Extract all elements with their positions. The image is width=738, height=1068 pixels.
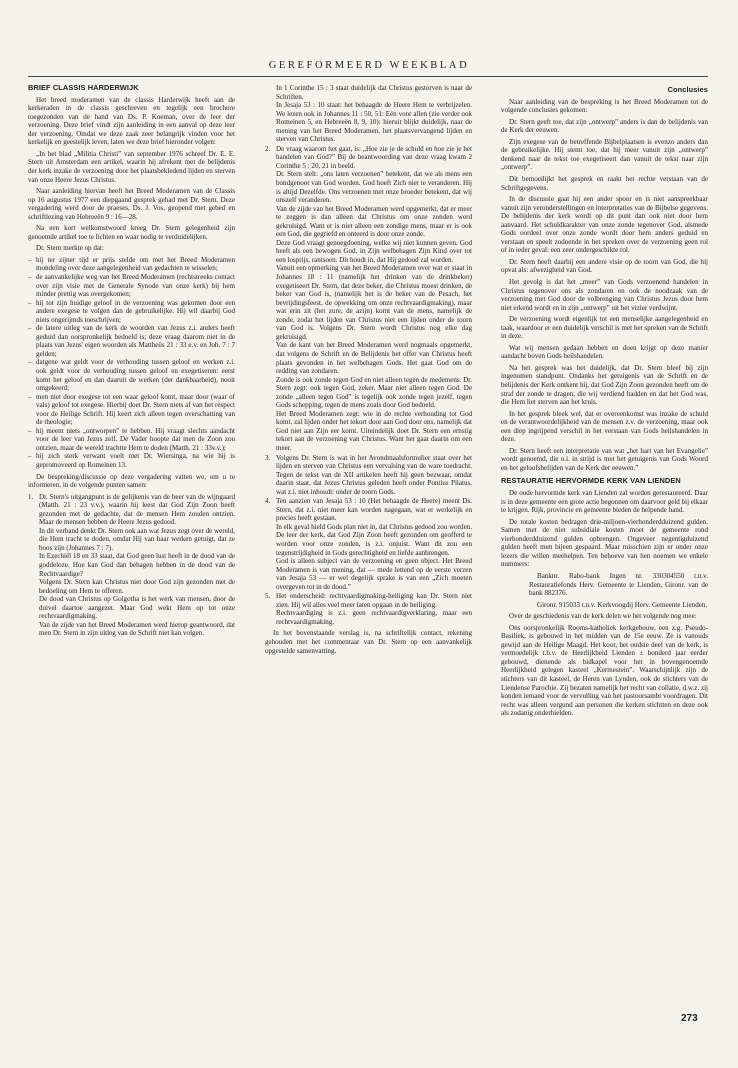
numbered-item [265, 497, 472, 591]
item-text: Dr. Stern's uitgangpunt is de gelijkenis van de heer van de wijngaard (Matth. 21 : 23 v.v.), waarin hij leest dat God Zijn Zoon heeft gezonden met de gedachte, dat de mensen Hem zouden ontzien. Maar de mensen hebben de Heere Jezus gedood. [39, 492, 235, 527]
item-text: In Jesaja 53 : 10 staat: het behaagde de Heere Hem te verbrijzelen. We lezen ook in Johannes 11 : 50, 51: Eén voor allen (zie verder ook Romeinen 5, en Hebreeën 8, 9, 10): hieruit blijkt duidelijk, naar de mening van het Breed Moderamen, het plaatsvervangend lijden en sterven van Christus. [276, 101, 472, 144]
paragraph: Na een kort welkomstwoord kreeg Dr. Stern gelegenheid zijn genoemde artikel toe te lichten en waar nodig te verduidelijken. [28, 224, 235, 241]
bullet-list [28, 256, 235, 470]
item-text: Het Breed Moderamen zegt: wie in de rechte verhouding tot God komt, zal lijden onder het tekort door aan God door ons, namelijk dat God niet aan Zijn eer komt. Uiteindelijk doet Dr. Stern een ernstig tekort aan de verzoening van Christus. Want het gaat daarin om een meer. [276, 409, 472, 452]
paragraph: Het gevolg is dat het „meer” van Gods verzoenend handelen in Christus tegenover ons als zondaren en ook de noodzaak van de verzoening met God door de volbrenging van Christus Jezus door hem niet erkend wordt en in zijn „ontwerp” uit het vizier verdwijnt. [501, 277, 708, 312]
paragraph: De oude hervormde kerk van Lienden zal worden gerestaureerd. Daar is in deze gemeente een grote actie begonnen om daarvoor geld bij elkaar te krijgen. Rijk, provincie en gemeente bieden de helpende hand. [501, 489, 709, 515]
article-heading-restauratie: RESTAURATIE HERVORMDE KERK VAN LIENDEN [501, 476, 681, 486]
item-text: Volgens Dr. Stern kan Christus niet door God zijn gezonden met de bedoeling om Hem te offeren. [39, 578, 235, 595]
paragraph: Dr. Stern heeft daarbij een andere visie op de toorn van God, die hij opvat als: afwezigheid van God. [501, 257, 708, 275]
paragraph: Dr. Stern merkte op dat: [36, 244, 104, 253]
paragraph: „In het blad „Militia Christi” van september 1976 schreef Dr. E. E. Stern uit Amsterdam een artikel, waarin hij afrekent met de belijdenis der kerk inzake de verzoening door het plaatsbekledend lijden en sterven van onze Heere Jezus Christus. [28, 149, 235, 184]
list-item: – de aanvankelijke weg van het Breed Moderamen (rechtstreeks contact over zijn visie met de Generale Synode van onze kerk) bij hem minder prettig was overgekomen; [28, 273, 235, 299]
numbered-item [265, 145, 472, 453]
masthead: GEREFORMEERD WEEKBLAD [268, 60, 470, 71]
column-1 [28, 84, 235, 641]
item-number: 2. [265, 144, 271, 153]
item-text: Van de zijde van het Breed Moderamen werd opgemerkt, dat er meer te zeggen is dan alleen dat Christus om onze zonden werd gekruisigd. Want er is niet alleen een zondige mens, maar er is ook een God, die gegriefd en onteerd is door onze zonde. [276, 204, 472, 239]
item-number: 3. [265, 453, 271, 462]
numbered-item [265, 592, 472, 626]
giro-account-info: Gironr. 915033 t.n.v. Kerkvoogdij Herv. Gemeente Lienden. [537, 600, 708, 609]
paragraph: Wat wij mensen gedaan hebben en doen krijgt op deze manier aandacht boven Gods heilshandelen. [501, 343, 708, 361]
paragraph: Zijn exegese van de betreffende Bijbelplaatsen is evenzo anders dan de gebruikelijke. Hij stemt toe, dat hij meer vanuit zijn „ontwerp” denkend naar de tekst toe exegetiseert dan vanuit de tekst naar zijn „ontwerp”. [501, 137, 708, 172]
item-text: God is alleen subject van de verzoening en geen object. Het Breed Moderamen is van mening, dat — mede lettend op de eerste verzen van Jesaja 53 — er wel degelijk sprake is van een „Zich moeten overgeven tot in de dood.” [276, 557, 472, 591]
article-heading: BRIEF CLASSIS HARDERWIJK [28, 83, 139, 92]
item-text: In dit verband denkt Dr. Stern ook aan wat Jezus zegt over de wereld, die Hem tracht te doden, omdat Hij van haar werken getuigt, dat ze boos zijn (Johannes 7 : 7). [39, 526, 235, 552]
paragraph: Naar aanleiding hiervan heeft het Breed Moderamen van de Classis op 16 augustus 1977 een diepgaand gesprek gehad met Dr. Stern. Deze vergadering werd door de praeses, Ds. J. Vos, geopend met gebed en schriftlezing van Hebreeën 9 : 16—28. [28, 187, 235, 221]
paragraph: Naar aanleiding van de bespreking is het Breed Moderamen tot de volgende conclusies gekomen: [501, 97, 708, 115]
paragraph: Over de geschiedenis van de kerk delen we het volgende nog mee: [509, 612, 697, 621]
page-number: 273 [681, 1013, 698, 1024]
list-item: – hij tot zijn huidige geloof in de verzoening was gekomen door een andere exegese te volgen dan de gebruikelijke. Hij wil daarbij God niets ongerijmds toeschrijven; [28, 299, 235, 325]
list-item: – de latere uitleg van de kerk de woorden van Jezus z.i. anders heeft geduid dan oorspronkelijk bedoeld is; deze vraag daarom niet in de plaats van Jezus' eigen woorden als Mattheüs 21 : 33 e.v. en Joh. 7 : 7 gelden; [28, 324, 235, 358]
item-text: In Ezechiël 18 en 33 staat, dat God geen lust heeft in de dood van de goddeloze. Hoe kan God dan behagen hebben in de dood van de Rechtvaardige? [39, 552, 235, 578]
column-3 [501, 84, 708, 721]
item-text: Dr. Stern stelt: „ons laten verzoenen” betekent, dat we als mens een bondgenoot van God worden. God hoeft Zich niet te veranderen. Hij is altijd Dezelfde. Ons verzoenen met onze broeder betekent, dat wij onszelf veranderen. [276, 170, 472, 205]
item-text: Volgens Dr. Stern is wat in het Avondmaalsformulier staat over het lijden en sterven van Christus een vervalsing van de ware toedracht. Tegen de tekst van de XII artikelen heeft hij geen bezwaar, omdat daarin staat, dat Jezus Christus geleden heeft onder Pontius Pilatus, wat z.i. niet inhoudt: onder de toorn Gods. [276, 453, 472, 496]
list-item: – datgene wat geldt voor de verhouding tussen geloof en werken z.i. ook geldt voor de verhouding tussen geloof en exegetiseren: eerst komt het geloof en dan daaruit de werken (der dankbaarheid), nooit omgekeerd; [28, 358, 235, 392]
list-item: – hij ter zijner tijd er prijs stelde om met het Breed Moderamen mondeling over deze aangelegenheid van gedachten te wisselen; [28, 256, 235, 273]
item-text: Vanuit een opmerking van het Breed Moderamen over wat er staat in Johannes 18 : 11 (namelijk het drinken van de drinkbeker) exegetiseert Dr. Stern, dat deze beker, die Christus moest drinken, de beker van God is, (namelijk het is de beker van de Pesach, het bevrijdingsfeest, de opwekking om onze rechtvaardigmaking), maar wat erin zit (het zure, de azijn) komt van de mens, namelijk de zonde, zodat het lijden van Christus niet een lijden onder de toorn van God is. Volgens Dr. Stern wordt Christus nog elke dag gekruisigd. [276, 264, 472, 341]
numbered-list [265, 84, 472, 626]
item-text: Van de zijde van het Breed Moderamen werd hierop geantwoord, dat men Dr. Stern in zijn uitleg van de Schrift niet kan volgen. [39, 620, 235, 638]
item-number: 5. [265, 592, 271, 601]
column-2 [265, 84, 472, 658]
paragraph: De verzoening wordt eigenlijk tot een menselijke aangelegenheid en taak, waardoor er een duidelijk verschil is met het spreken van de Schrift in deze. [501, 315, 708, 341]
paragraph: In de discussie gaat hij een ander spoor en is niet aanspreekbaar vanuit zijn veronderstellingen en interpretaties van de Bijbelse gegevens. De belijdenis der kerk wordt op dit punt dan ook niet door hem aanvaard. Het schuldkarakter van onze zonde tegenover God, alsmede Gods oordeel over onze zonde wordt door hem anders geduid en verstaan en speelt zodoende in het spreken over de verzoening geen rol of in ieder geval: een zeer ondergeschikte rol. [501, 195, 708, 255]
header-rule [28, 76, 708, 77]
numbered-item-continued [265, 84, 472, 144]
numbered-item [265, 454, 472, 497]
paragraph: De totale kosten bedragen drie-miljoen-vierhonderdduizend gulden. Samen met de niet subsidiale kosten moet de gemeente rond vierhonderdduizend gulden opbrengen. Ongeveer negentigduizend gulden heeft men bijeen gespaard. Maar misschien zijn er onder onze lezers die willen meehelpen. Ten behoeve van hen noemen we enkele nummers: [501, 517, 708, 569]
item-text: In elk geval hield Gods plan niet in, dat Christus gedood zou worden. De leer der kerk, dat God Zijn Zoon heeft gezonden om geofferd te worden voor onze zonden, is z.i. onjuist. Want dit zou een tegenstrijdigheid in Gods gerechtigheid en liefde aanbrengen. [276, 522, 472, 557]
paragraph: Ons oorspronkelijk Rooms-katholiek kerkgebouw, een z.g. Pseudo-Basiliek, is gebouwd in het midden van de 15e eeuw. Ze is vanouds gewijd aan de Heilige Maagd. Het koor, het oudste deel van de kerk, is vermoedelijk t.b.v. de Heerlijkheid Lienden ± honderd jaar eerder gebouwd, dienende als bidkapel voor het in bovengenoemde Heerlijkheid gelegen kasteel „Kermestein”. Waarschijnlijk zijn de stichters van dit kasteel, de Heren van Lynden, ook de stichters van de Liendense Parochie. Zij bezaten namelijk het recht van collatie, d.w.z. zij konden iemand voor de vervulling van het pastoorsambt voordragen. Dit recht was alleen vergund aan personen die kerken stichtten en deze ook als zodanig onderhielden. [501, 623, 708, 718]
item-text: De vraag waarom het gaat, is: „Hoe zie je de schuld en hoe zie je het handelen van God?” Bij de beantwoording van deze vraag kwam 2 Corinthe 5 : 20, 21 in beeld. [276, 144, 472, 170]
item-text: Zonde is ook zonde tegen God en niet alleen tegen de medemens. Dr. Stern zegt: ook tegen God, zeker. Maar niet alleen tegen God. De zonde „alleen tegen God” is tegelijk ook zonde tegen jezelf, tegen Gods schepping, tegen de mens zoals door God bedoeld. [276, 375, 472, 410]
paragraph: Dr. Stern geeft toe, dat zijn „ontwerp” anders is dan de belijdenis van de Kerk der eeuwen. [501, 117, 708, 135]
item-text: De dood van Christus op Golgotha is het werk van mensen, door de duivel daartoe aangezet. Maar God wekt Hem op tot onze rechtvaardigmaking. [39, 595, 235, 621]
paragraph: In het gesprek bleek wel, dat er overeenkomst was inzake de schuld en de verantwoordelijkheid van de mensen z.v. de verzoening, maar ook een diep ingrijpend verschil in het verstaan van Gods heilshandelen in deze. [501, 409, 708, 444]
list-item: – hij meent niets „ontworpen” te hebben. Hij vraagt slechts aandacht voor de leer van Jezus zelf. De Vader hoopte dat men de Zoon zou ontzien, maar de wereld trachtte Hem te doden (Matth. 21 : 33v.v.); [28, 427, 235, 453]
numbered-list [28, 493, 235, 638]
item-text: Rechtvaardiging is z.i. geen rechtvaardigverklaring, maar een rechtvaardigmaking. [276, 609, 472, 626]
list-item: – men niet door exegese tot een waar geloof komt, maar door (waar of vals) geloof tot exegese. Hierbij doet Dr. Stern niets af van het respect voor de Heilige Schrift. Hij keert zich alleen tegen overschatting van de theologie; [28, 393, 235, 427]
paragraph: Na het gesprek was het duidelijk, dat Dr. Stern bleef bij zijn ingenomen standpunt. Ondanks het getuigenis van de Schrift en de belijdenis der Kerk ontkent hij, dat God Zijn Zoon gezonden heeft om de straf der zonde te dragen, die wij verdiend hadden en dat het God was, die Hem liet sterven aan het kruis. [501, 363, 708, 407]
paragraph: In het bovenstaande verslag is, na schriftelijk contact, rekening gehouden met het commentaar van Dr. Stern op een aanvankelijk opgestelde samenvatting. [265, 629, 472, 655]
item-text: Het onderscheid: rechtvaardigmaking-heiliging kan Dr. Stern niet zien. Hij wil alles veel meer laten opgaan in de heiliging. [276, 592, 472, 609]
item-text: Ten aanzien van Jesaja 53 : 10 (Het behaagde de Heere) meent Ds. Stern, dat z.i. niet meer kan worden nagegaan, wat er werkelijk en precies heeft gestaan. [276, 497, 472, 523]
bank-account-info: Banknr. Rabo-bank Ingen nr. 330304550 t.n.v. Restauratiefonds Herv. Gemeente te Lienden, Gironr. van de bank 882376. [529, 571, 708, 598]
section-heading-conclusies: Conclusies [667, 85, 708, 94]
item-text: Deze God vraagt genoegdoening, welke wij niet kunnen geven. God heeft als een bewogen God, in Zijn welbehagen Zijn Kind over tot een losprijs, rantsoen. Dit houdt in, dat Hij gedood zal worden. [276, 238, 472, 264]
item-number: 1. [28, 492, 34, 501]
numbered-item [28, 493, 235, 638]
paragraph: De bespreking/discussie op deze vergadering vatten we, om u te informeren, in de volgende punten samen: [28, 472, 235, 490]
paragraph: Dit bemoeilijkt het gesprek en raakt het rechte verstaan van de Schriftgegevens. [501, 174, 708, 192]
item-number: 4. [265, 497, 271, 506]
item-text: Van de kant van het Breed Moderamen werd nogmaals opgemerkt, dat volgens de Schrift en de Belijdenis het offer van Christus heeft plaats gevonden in het welbehagen Gods. Het gaat God om de redding van zondaren. [276, 341, 472, 376]
list-item: – hij zich sterk verwant voelt met Dr. Wiersinga, na wie hij is gepromoveerd op Romeinen 13. [28, 452, 235, 469]
paragraph: Dr. Stern heeft een interpretatie van wat „het hart van het Evangelie” wordt genoemd, die o.i. in strijd is met het getuigenis van Gods Woord en het geloofsbelijden van de Kerk der eeuwen.” [501, 446, 708, 472]
item-text: In 1 Corinthe 15 : 3 staat duidelijk dat Christus gestorven is naar de Schriften. [276, 84, 472, 101]
paragraph: Het breed moderamen van de classis Harderwijk heeft aan de kerkeraden in de classis geschreven en tegelijk een brochure toegezonden van de hand van Ds. P. Koeman, over de leer der verzoening. Deze brief vindt zijn aanleiding in een aanval op deze leer der verzoening. Omdat we deze zaak zeer belangrijk vinden voor het kerkelijk en geestelijk leven, laten we deze brief hieronder volgen: [28, 95, 235, 147]
